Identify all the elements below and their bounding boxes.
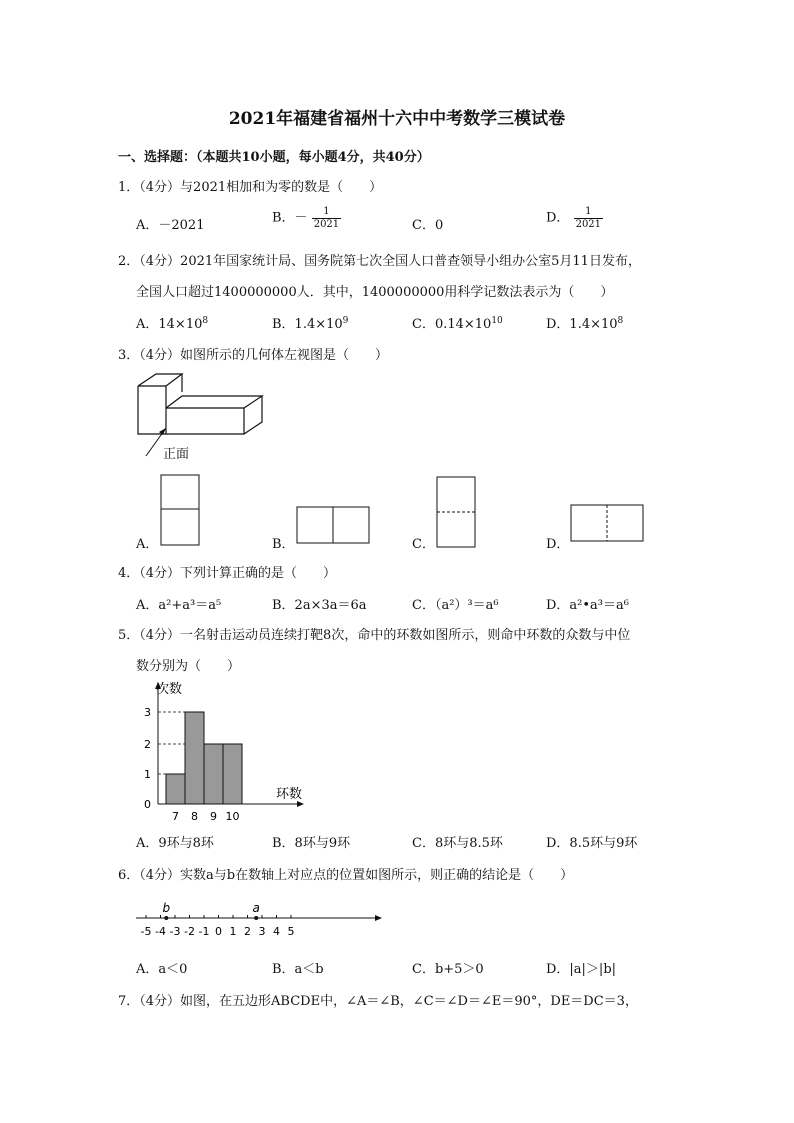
q2-option-c <box>412 313 503 332</box>
q5-option-b: B．8环与9环 <box>272 836 351 851</box>
q5-option-d: D．8.5环与9环 <box>546 836 638 851</box>
y-tick-label: 1 <box>144 768 151 781</box>
q1-option-b-fraction <box>312 206 341 230</box>
q2-option-b <box>272 313 348 332</box>
q2-stem-line1: 2．（4分）2021年国家统计局、国务院第七次全国人口普查领导小组办公室5月11日发布， <box>118 254 641 269</box>
number-line-arrow <box>375 915 382 921</box>
number-line-tick-label: 2 <box>244 925 251 938</box>
q3-option-b-figure <box>296 506 372 546</box>
y-tick-label: 0 <box>144 798 151 811</box>
q1-option-b-denominator: 2021 <box>313 218 340 230</box>
q2-option-c-base: C．0.14×10 <box>412 317 492 332</box>
number-line-tick-label: 4 <box>273 925 280 938</box>
q6-number-line <box>130 896 390 942</box>
histogram-bar <box>223 744 242 804</box>
q2-option-a-base: A．14×10 <box>136 317 203 332</box>
q3-solid-figure <box>128 366 278 466</box>
q1-option-b <box>272 206 341 230</box>
q1-option-d <box>546 206 603 230</box>
histogram-bar <box>204 744 223 804</box>
q2-option-d <box>546 313 623 332</box>
histogram-bar <box>185 712 204 804</box>
page-title: 2021年福建省福州十六中中考数学三模试卷 <box>228 109 566 129</box>
q6-option-c: C．b+5＞0 <box>412 962 484 977</box>
q2-option-d-exponent: 8 <box>617 316 624 326</box>
q6-option-d: D．|a|＞|b| <box>546 962 617 977</box>
y-tick-label: 3 <box>144 706 151 719</box>
point-b-label: b <box>162 901 171 915</box>
q2-option-d-base: D．1.4×10 <box>546 317 618 332</box>
q1-option-b-numerator: 1 <box>312 206 341 219</box>
x-tick-label: 9 <box>210 810 217 823</box>
number-line-tick-label: -4 <box>155 925 166 938</box>
q4-option-d: D．a²•a³＝a⁶ <box>546 598 629 613</box>
number-line-tick-label: 1 <box>229 925 237 938</box>
x-tick-label: 8 <box>191 810 198 823</box>
q4-option-a: A．a²+a³＝a⁵ <box>136 598 222 613</box>
point-a-label: a <box>252 901 260 915</box>
q2-option-b-exponent: 9 <box>342 316 349 326</box>
y-tick-label: 2 <box>144 738 151 751</box>
q1-option-c: C．0 <box>412 218 444 233</box>
q7-stem-line1: 7．（4分）如图，在五边形ABCDE中，∠A＝∠B，∠C＝∠D＝∠E＝90°，DE＝DC＝3， <box>118 994 638 1009</box>
q1-stem: 1．（4分）与2021相加和为零的数是（ ） <box>118 180 383 195</box>
q2-stem-line2: 全国人口超过1400000000人．其中，1400000000用科学记数法表示为（ ） <box>136 285 614 300</box>
x-tick-label: 10 <box>225 810 240 823</box>
q3-option-a-figure <box>160 474 202 548</box>
q6-stem: 6．（4分）实数a与b在数轴上对应点的位置如图所示，则正确的结论是（ ） <box>118 868 574 883</box>
q1-option-b-prefix: B．－ <box>272 210 308 226</box>
q4-option-c: C．（a²）³＝a⁶ <box>412 598 499 613</box>
q5-stem-line1: 5．（4分）一名射击运动员连续打靶8次，命中的环数如图所示，则命中环数的众数与中位 <box>118 628 631 643</box>
q5-histogram <box>130 678 320 828</box>
q3-option-d: D． <box>546 537 570 552</box>
q4-option-b: B．2a×3a＝6a <box>272 598 367 613</box>
x-axis-label: 环数 <box>276 787 303 802</box>
q1-option-d-prefix: D． <box>546 210 570 226</box>
q3-option-b: B． <box>272 537 295 552</box>
histogram-bar <box>166 774 185 804</box>
q6-option-a: A．a＜0 <box>136 962 188 977</box>
q3-stem: 3．（4分）如图所示的几何体左视图是（ ） <box>118 348 389 363</box>
q3-option-c: C． <box>412 537 435 552</box>
q1-option-d-fraction <box>574 206 603 230</box>
point-b <box>164 916 168 920</box>
q6-option-b: B．a＜b <box>272 962 324 977</box>
number-line-tick-label: -2 <box>184 925 195 938</box>
q3-option-c-figure <box>436 476 478 550</box>
q5-option-c: C．8环与8.5环 <box>412 836 503 851</box>
y-axis-label: 次数 <box>156 682 183 697</box>
number-line-tick-label: 5 <box>287 925 295 938</box>
q2-option-a <box>136 313 208 332</box>
q2-option-a-exponent: 8 <box>202 316 209 326</box>
q4-stem: 4．（4分）下列计算正确的是（ ） <box>118 566 337 581</box>
q1-option-a: A．－2021 <box>136 218 205 233</box>
q2-option-c-exponent: 10 <box>491 316 503 326</box>
histogram-bars <box>166 712 242 804</box>
q5-stem-line2: 数分别为（ ） <box>136 659 241 674</box>
q1-option-d-denominator: 2021 <box>575 218 602 230</box>
x-tick-label: 7 <box>172 810 179 823</box>
q1-option-d-numerator: 1 <box>574 206 603 219</box>
number-line-tick-label: -3 <box>169 925 181 938</box>
number-line-group <box>136 901 382 938</box>
q5-option-a: A．9环与8环 <box>136 836 214 851</box>
point-a <box>254 916 258 920</box>
q3-option-a: A． <box>136 537 159 552</box>
q3-front-label: 正面 <box>163 447 190 462</box>
q2-option-b-base: B．1.4×10 <box>272 317 343 332</box>
number-line-tick-label: -1 <box>198 925 210 938</box>
number-line-tick-label: -5 <box>140 925 152 938</box>
number-line-tick-label: 0 <box>215 925 222 938</box>
number-line-tick-label: 3 <box>258 925 266 938</box>
q3-option-d-figure <box>570 504 646 544</box>
section-heading: 一、选择题：（本题共10小题，每小题4分，共40分） <box>118 150 430 165</box>
